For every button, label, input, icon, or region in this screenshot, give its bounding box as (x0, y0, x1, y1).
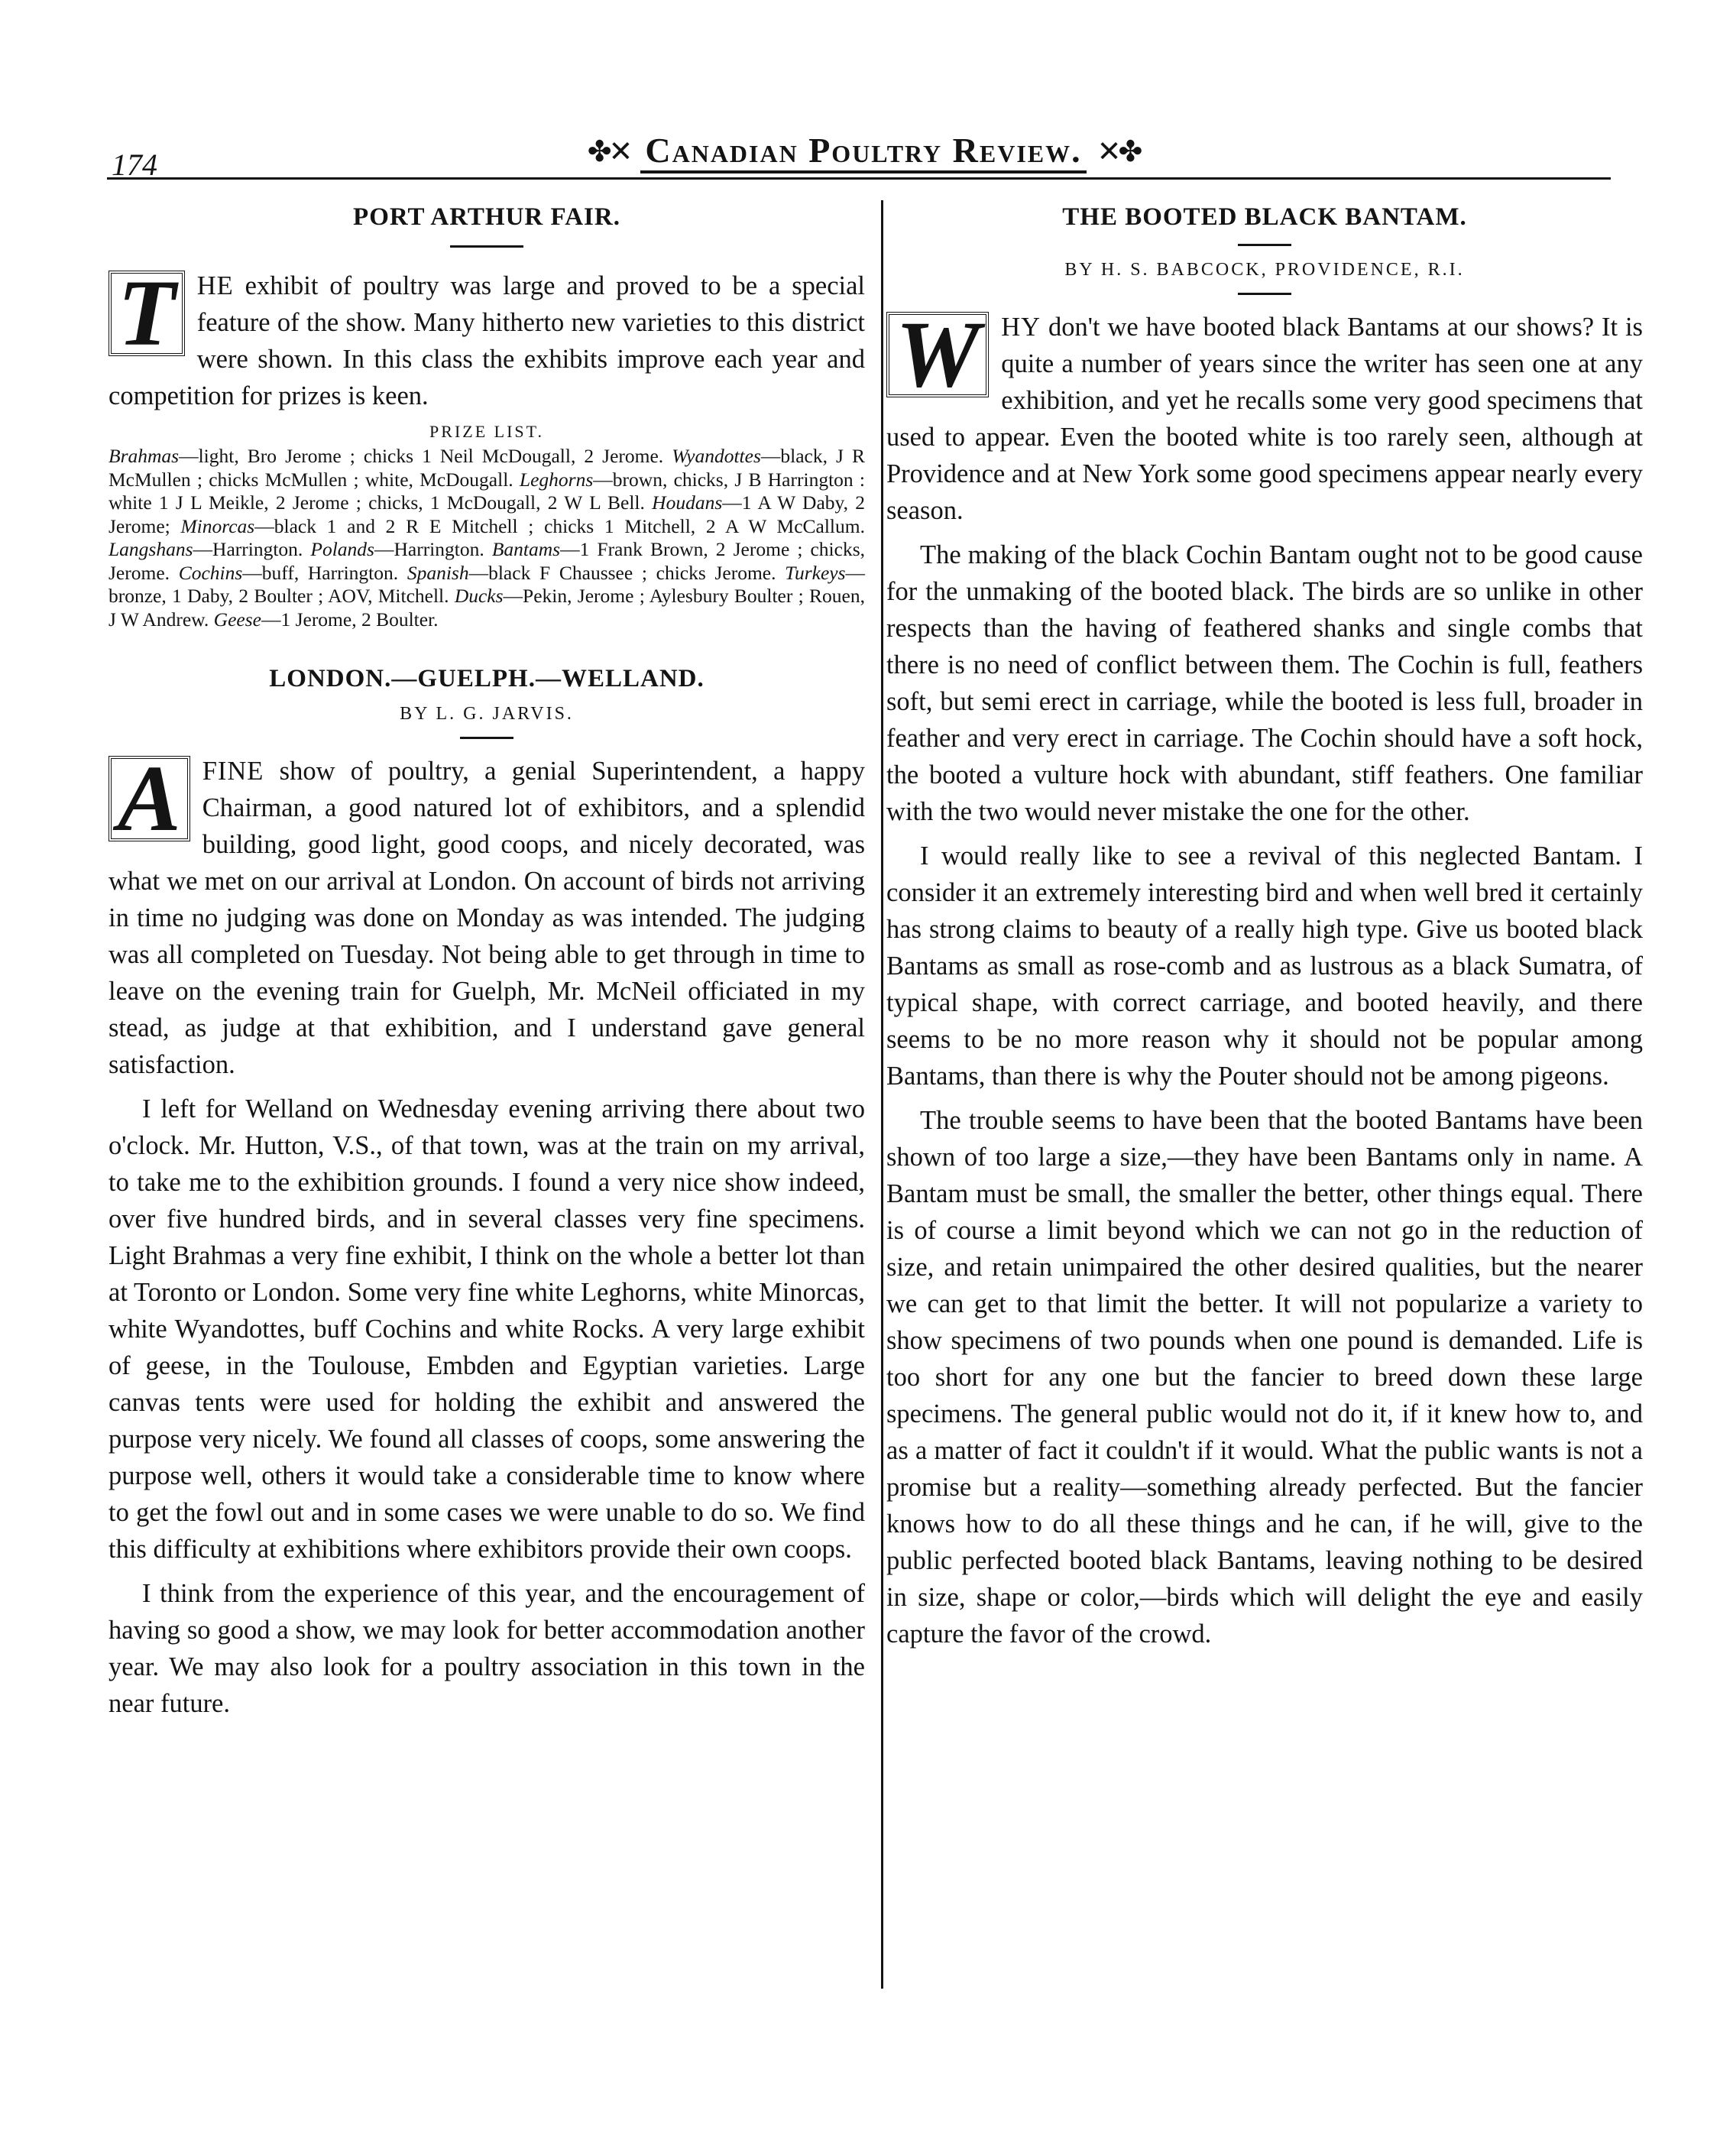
drop-cap: W (886, 312, 989, 397)
prize-winners: —1 Jerome, 2 Boulter. (261, 608, 439, 631)
article-paragraph (886, 302, 1643, 529)
article-paragraph: The making of the black Cochin Bantam ought not to be good cause for the unmaking of the booted black. The birds are so unlike in other respects than the having of feathered shanks and single combs that there is no need of conflict between them. The Cochin is full, feathers soft, but semi erect in carriage, while the booted is less full, broader in feather and very erect in carriage. The Cochin should have a soft hock, the booted a vulture hock with abundant, stiff feathers. One familiar with the two would never mistake the one for the other. (886, 540, 1643, 826)
prize-list-heading: PRIZE LIST. (429, 422, 544, 441)
prize-class: Ducks (454, 585, 504, 607)
masthead (573, 121, 1154, 182)
prize-class: Bantams (491, 538, 561, 560)
lead-word: FINE (202, 757, 264, 786)
prize-entry (109, 538, 310, 560)
title-rule (450, 245, 523, 248)
lead-word: HE (196, 271, 234, 300)
article-paragraph: I think from the experience of this year, and the encouragement of having so good a show, we may look for better accommodation another year. We may also look for a poultry association in this town in the near future. (109, 1579, 865, 1718)
paragraph-text: exhibit of poultry was large and proved to be a special feature of the show. Many hitherto new varieties to this district were shown. In this class the exhibits improve each year and competition for prizes is keen. (109, 271, 865, 410)
article-paragraph (109, 746, 865, 1083)
byline: BY L. G. JARVIS. (400, 704, 574, 724)
prize-winners: —Harrington. (193, 538, 311, 560)
prize-entry (109, 445, 672, 467)
prize-class: Wyandottes (672, 445, 761, 467)
ornament-left-icon: ✤✕ (587, 135, 630, 168)
article-paragraph: The trouble seems to have been that the booted Bantams have been shown of too large a size,—they have been Bantams only in name. A Bantam must be small, the smaller the better, other things equal. There is of course a limit beyond which we can not go in the reduction of size, and retain unimpaired the other desired qualities, but the nearer we can get to that limit the better. It will not popularize a variety to show specimens of two pounds when one pound is demanded. Life is too short for any one but the fancier to breed down these large specimens. The general public would not do it, if it knew how to, and as a matter of fact it couldn't if it would. What the public wants is not a promise but a reality—something already perfected. But the fancier knows how to do all these things and he can, if he will, give to the public perfected booted black Bantams, leaving nothing to be desired in size, shape or color,—birds which will delight the eye and easily capture the favor of the crowd. (886, 1106, 1643, 1649)
prize-class: Leghorns (519, 468, 594, 491)
prize-entry (214, 608, 439, 631)
drop-cap: T (109, 271, 185, 356)
prize-entry (310, 538, 491, 560)
prize-winners: —black 1 and 2 R E Mitchell ; chicks 1 Mitchell, 2 A W McCallum. (254, 514, 865, 537)
article-title: PORT ARTHUR FAIR. (353, 203, 620, 231)
prize-winners: —black F Chaussee ; chicks Jerome. (468, 561, 786, 584)
prize-winners: —brown, chicks, J B Harrington : white 1 J L Meikle, 2 Jerome ; chicks, 1 McDougall, 2 W L Bell. (109, 468, 865, 514)
article-paragraph: I would really like to see a revival of this neglected Bantam. I consider it an extremely interesting bird and when well bred it certainly has strong claims to beauty of a really high type. Give us booted black Bantams as small as rose-comb and as lustrous as a black Sumatra, of typical shape, with correct carriage, and booted heavily, and there seems to be no more reason why it should not be popular among Bantams, than there is why the Pouter should not be among pigeons. (886, 841, 1643, 1091)
article-title: LONDON.—GUELPH.—WELLAND. (269, 665, 705, 692)
prize-class: Turkeys (785, 561, 846, 584)
article-booted-black-bantam (886, 200, 1643, 1652)
prize-winners: —black, J R McMullen ; chicks McMullen ; white, McDougall. (109, 445, 865, 491)
page-number: 174 (112, 148, 157, 182)
paragraph-text: don't we have booted black Bantams at our shows? It is quite a number of years since the writer has seen one at any exhibition, and yet he recalls some very good specimens that used to appear. Even the booted white is too rarely seen, although at Providence and at New York some good specimens appear nearly every season. (886, 313, 1643, 525)
paragraph-text: show of poultry, a genial Superintendent, a happy Chairman, a good natured lot of exhibitors, and a splendid building, good light, good coops, and nicely decorated, was what we met on our arrival at London. On account of birds not arriving in time no judging was done on Monday as was intended. The judging was all completed on Tuesday. Not being able to get through in time to leave on the evening train for Guelph, Mr. McNeil officiated in my stead, as judge at that exhibition, and I understand gave general satisfaction. (109, 757, 865, 1079)
prize-class: Brahmas (109, 445, 180, 467)
article-london-guelph-welland (109, 662, 865, 1722)
article-port-arthur-fair (109, 200, 865, 631)
prize-list (109, 445, 865, 631)
header-rule (107, 177, 1611, 180)
right-column (886, 200, 1643, 1660)
ornament-right-icon: ✕✤ (1096, 135, 1140, 168)
prize-winners: —1 A W Daby, 2 Jerome; (109, 491, 865, 537)
prize-winners: —light, Bro Jerome ; chicks 1 Neil McDougall, 2 Jerome. (179, 445, 672, 467)
prize-winners: —buff, Harrington. (242, 561, 407, 584)
prize-winners: —1 Frank Brown, 2 Jerome ; chicks, Jerome. (109, 538, 866, 584)
title-rule (1238, 244, 1291, 246)
prize-winners: —Pekin, Jerome ; Aylesbury Boulter ; Rouen, J W Andrew. (109, 585, 865, 631)
prize-winners: —Harrington. (374, 538, 492, 560)
prize-class: Langshans (109, 538, 193, 560)
prize-winners: —bronze, 1 Daby, 2 Boulter ; AOV, Mitchell. (109, 561, 865, 607)
byline-rule (1238, 293, 1291, 295)
prize-class: Spanish (407, 561, 469, 584)
drop-cap: A (109, 756, 190, 841)
column-divider (881, 200, 883, 1989)
prize-class: Houdans (652, 491, 723, 514)
prize-entry (179, 562, 407, 584)
lead-word: HY (1001, 313, 1041, 342)
byline: BY H. S. BABCOCK, PROVIDENCE, R.I. (1064, 260, 1465, 280)
prize-entry (180, 515, 865, 537)
prize-class: Polands (310, 538, 374, 560)
prize-class: Cochins (178, 561, 243, 584)
prize-class: Minorcas (180, 514, 255, 537)
prize-class: Geese (213, 608, 261, 631)
article-paragraph: I left for Welland on Wednesday evening arriving there about two o'clock. Mr. Hutton, V.S., of that town, was at the train on my arrival, to take me to the exhibition grounds. I found a very nice show indeed, over five hundred birds, and in several classes very fine specimens. Light Brahmas a very fine exhibit, I think on the whole a better lot than at Toronto or London. Some very fine white Leghorns, white Minorcas, white Wyandottes, buff Cochins and white Rocks. A very large exhibit of geese, in the Toulouse, Embden and Egyptian varieties. Large canvas tents were used for holding the exhibit and answered the purpose very nicely. We found all classes of coops, some answering the purpose well, others it would take a considerable time to know where to get the fowl out and in some cases we were unable to do so. We find this difficulty at exhibitions where exhibitors provide their own coops. (109, 1094, 865, 1564)
article-title: THE BOOTED BLACK BANTAM. (1062, 203, 1467, 231)
byline-rule (460, 737, 513, 739)
prize-entry (407, 562, 785, 584)
left-column (109, 200, 865, 1730)
article-paragraph (109, 261, 865, 414)
masthead-title: Canadian Poultry Review. (640, 130, 1086, 173)
